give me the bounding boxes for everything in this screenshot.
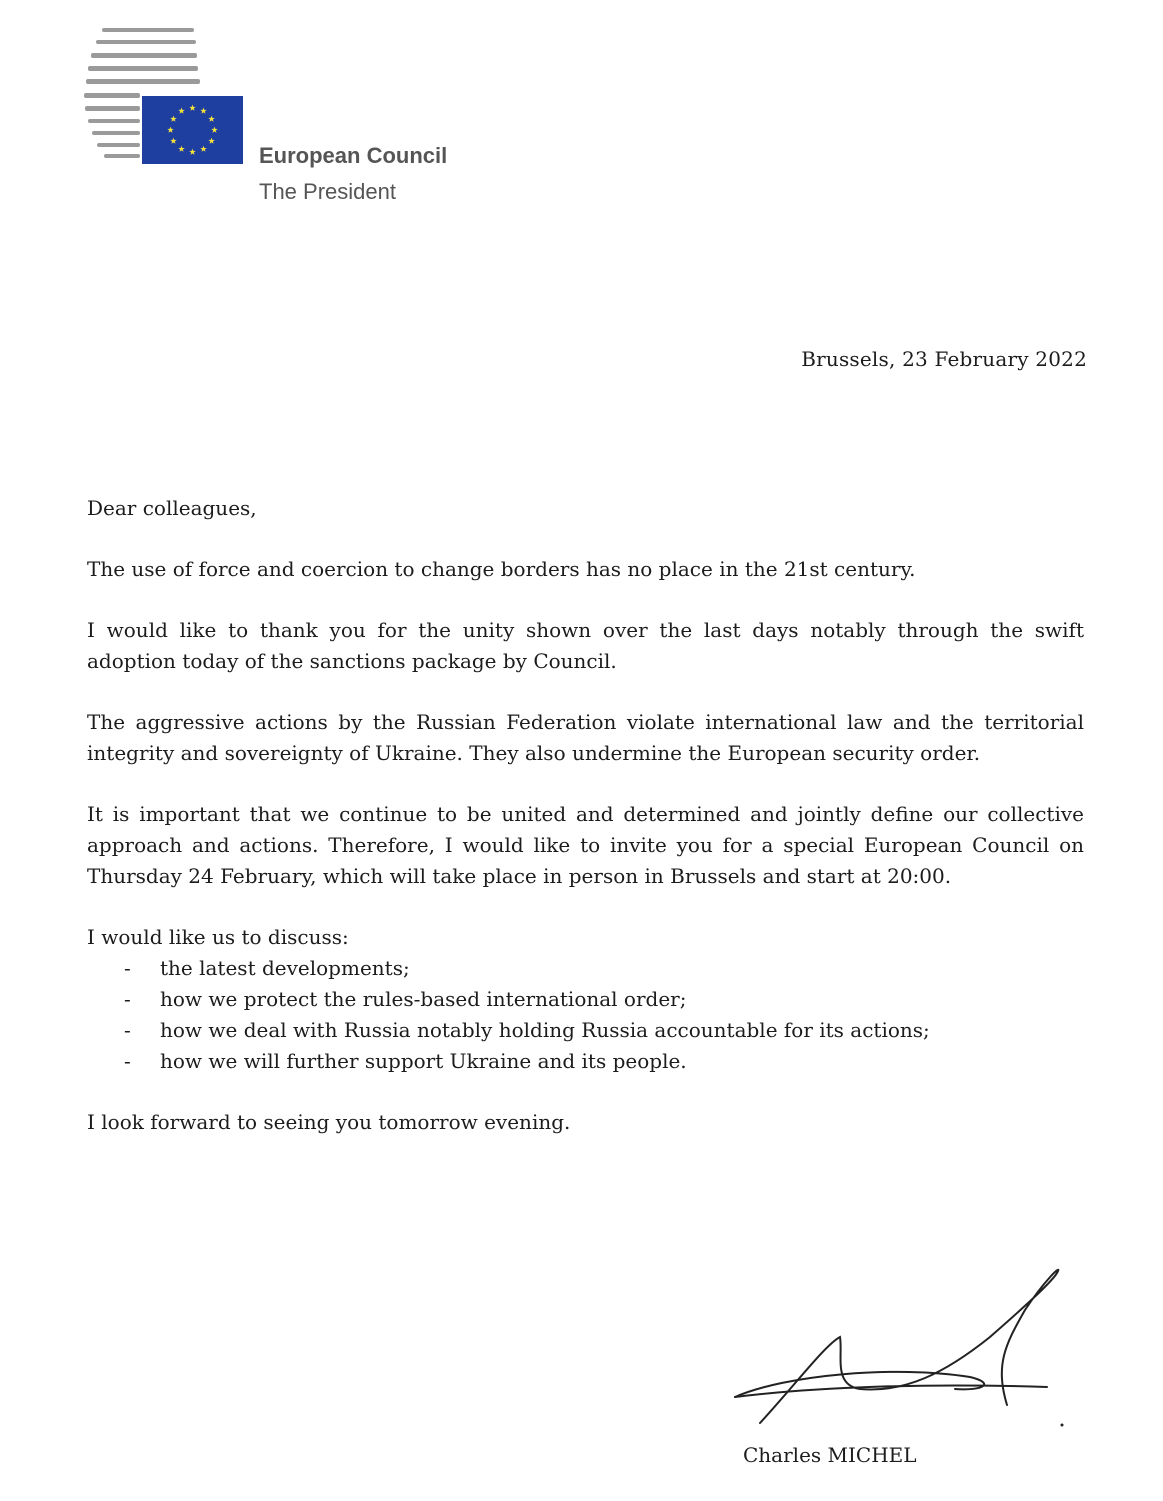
letterhead <box>259 142 447 206</box>
list-item-text: the latest developments; <box>160 956 410 980</box>
paragraph: It is important that we continue to be united and determined and jointly define our collective approach and actions. Therefore, I would like to invite you for a special European Council on Thursday 24 February, which will take place in person in Brussels and start at 20:00. <box>87 802 1084 888</box>
discussion-list <box>87 953 1084 1077</box>
handwritten-signature <box>725 1265 1085 1435</box>
list-item-text: how we will further support Ukraine and its people. <box>160 1049 687 1073</box>
dash-bullet: - <box>124 987 131 1011</box>
european-council-logo <box>84 26 246 166</box>
list-item-text: how we protect the rules-based international order; <box>160 987 687 1011</box>
dash-bullet: - <box>124 956 131 980</box>
list-item <box>87 1015 1084 1046</box>
organization-role: The President <box>259 179 396 204</box>
closing: I look forward to seeing you tomorrow evening. <box>87 1110 571 1134</box>
list-item-text: how we deal with Russia notably holding Russia accountable for its actions; <box>160 1018 930 1042</box>
signer-name: Charles MICHEL <box>743 1443 917 1467</box>
letter-body <box>87 493 1084 1138</box>
paragraph: The use of force and coercion to change borders has no place in the 21st century. <box>87 557 916 581</box>
place-and-date: Brussels, 23 February 2022 <box>801 347 1087 371</box>
dash-bullet: - <box>124 1018 131 1042</box>
list-item <box>87 953 1084 984</box>
list-item <box>87 1046 1084 1077</box>
list-item <box>87 984 1084 1015</box>
salutation: Dear colleagues, <box>87 496 257 520</box>
dash-bullet: - <box>124 1049 131 1073</box>
paragraph: I would like to thank you for the unity shown over the last days notably through the swift adoption today of the sanctions package by Council. <box>87 618 1084 673</box>
list-intro: I would like us to discuss: <box>87 925 349 949</box>
organization-name: European Council <box>259 143 448 168</box>
paragraph: The aggressive actions by the Russian Federation violate international law and the territorial integrity and sovereignty of Ukraine. They also undermine the European security order. <box>87 710 1084 765</box>
